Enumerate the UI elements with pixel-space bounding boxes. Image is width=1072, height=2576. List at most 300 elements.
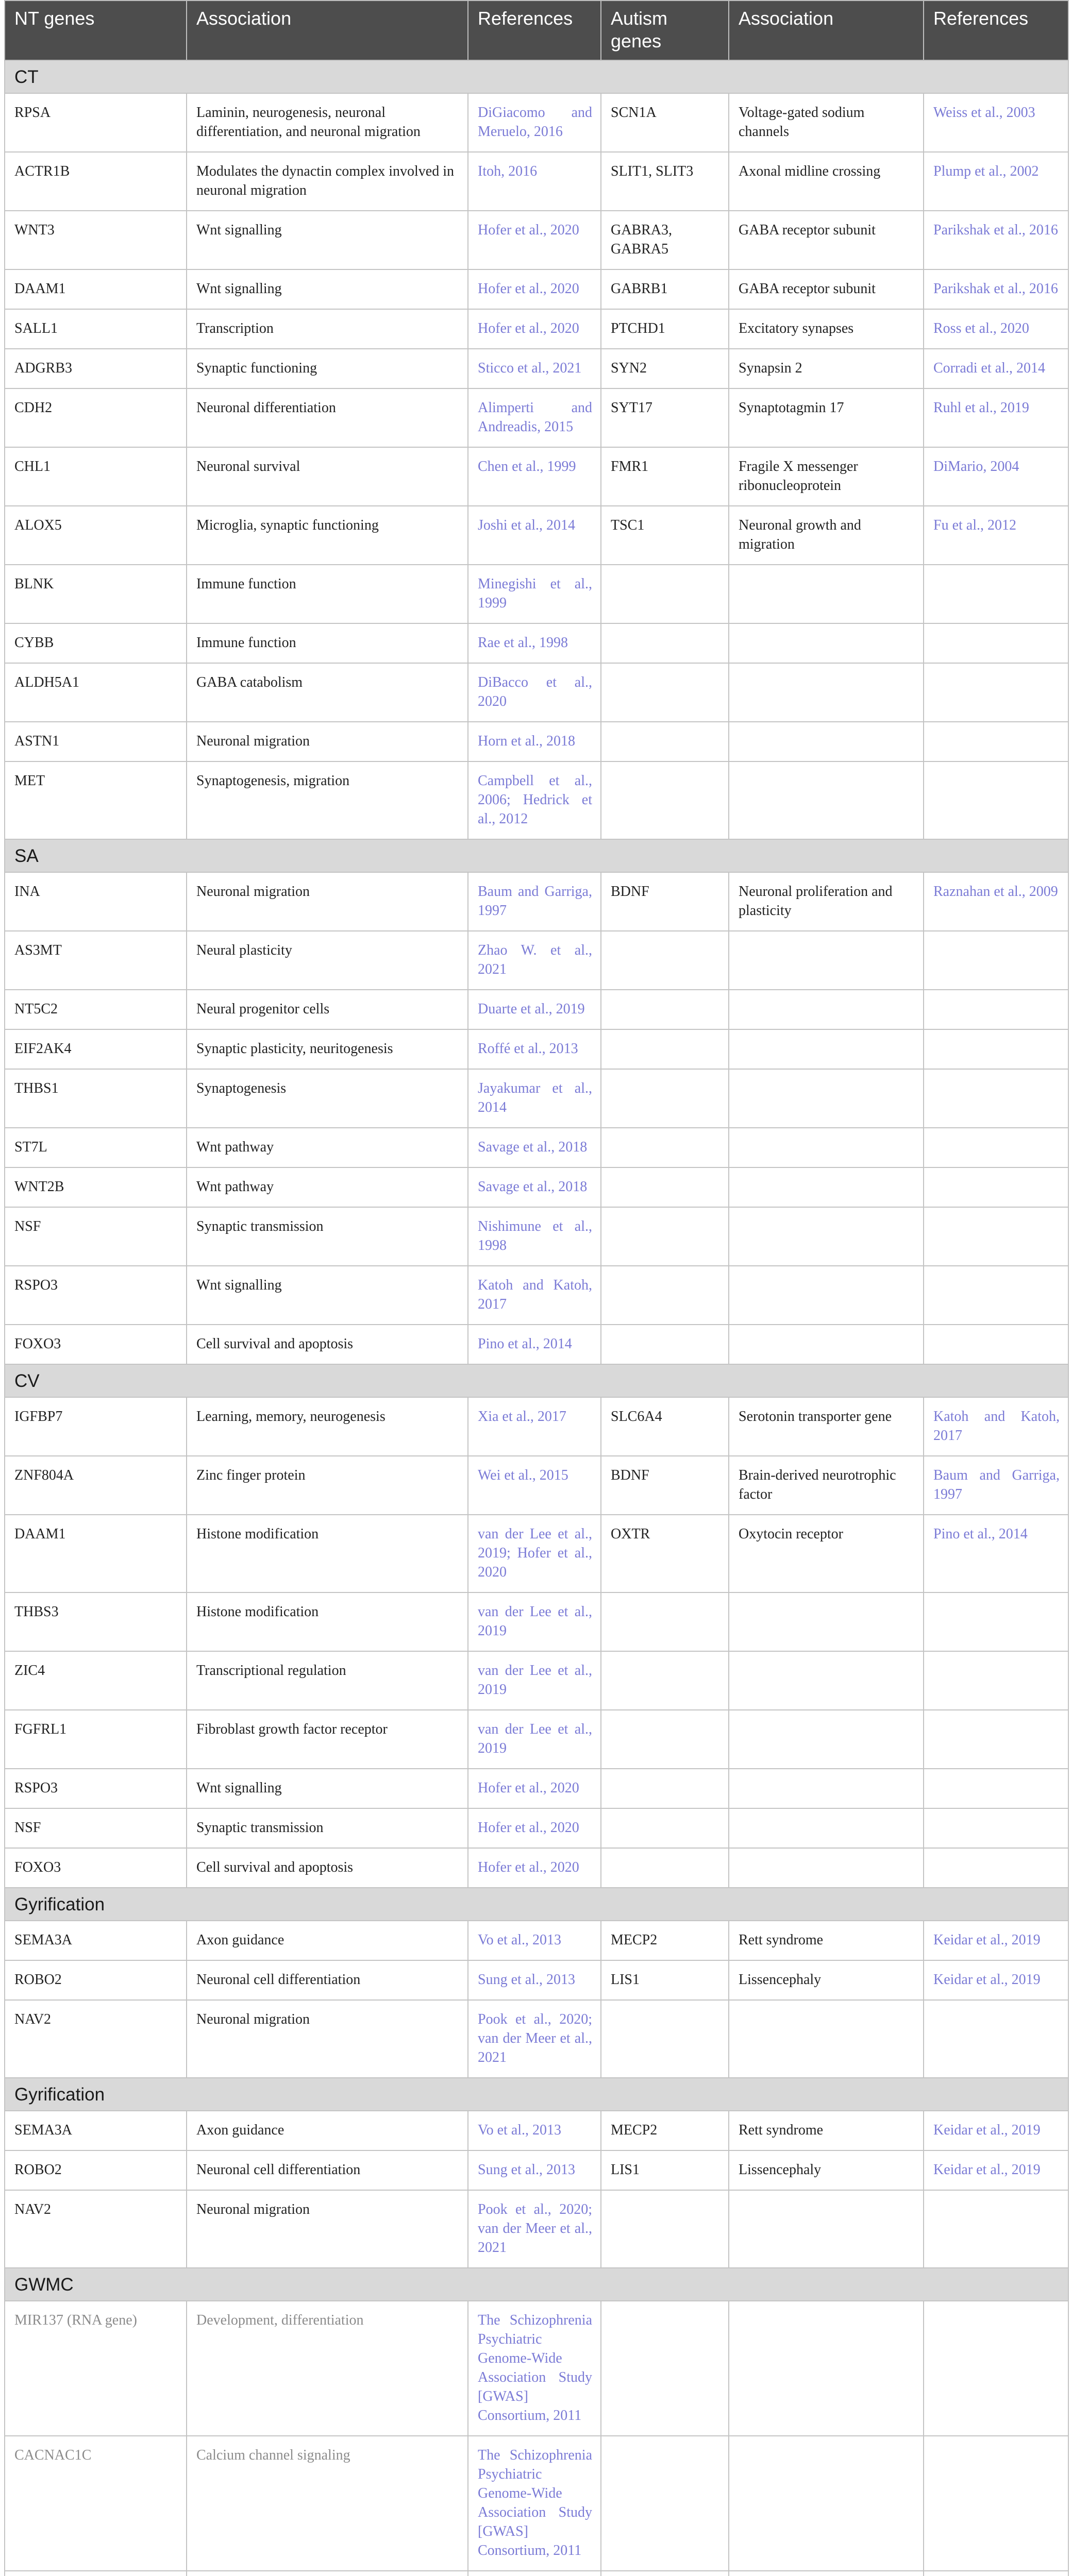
autism-gene-cell — [601, 1167, 729, 1207]
autism-gene-cell — [601, 1029, 729, 1069]
autism-association-cell — [729, 565, 924, 623]
autism-reference-cell — [924, 663, 1068, 722]
autism-association-cell — [729, 1769, 924, 1808]
autism-reference-cell — [924, 1592, 1068, 1651]
nt-association-cell: Synaptogenesis, migration — [187, 761, 468, 839]
nt-association-cell: Neuronal cell differentiation — [187, 1960, 468, 2000]
nt-reference-cell[interactable]: Sticco et al., 2021 — [468, 349, 601, 388]
autism-gene-cell: SCN1A — [601, 93, 729, 152]
section-row-gyrification — [5, 1888, 1068, 1921]
table-row — [5, 1029, 1068, 1069]
nt-gene-cell: ROBO2 — [5, 2150, 187, 2190]
nt-association-cell: Neuronal migration — [187, 722, 468, 761]
autism-reference-cell[interactable]: Parikshak et al., 2016 — [924, 211, 1068, 269]
nt-association-cell: Cell survival and apoptosis — [187, 1848, 468, 1888]
autism-reference-cell[interactable]: Keidar et al., 2019 — [924, 2111, 1068, 2150]
table-row — [5, 2301, 1068, 2436]
autism-association-cell: Oxytocin receptor — [729, 1515, 924, 1592]
header-association: Association — [187, 1, 468, 60]
autism-gene-cell: GABRB1 — [601, 269, 729, 309]
table-row — [5, 1266, 1068, 1325]
autism-association-cell — [729, 2436, 924, 2571]
nt-gene-cell: RSPO3 — [5, 1769, 187, 1808]
autism-reference-cell — [924, 1167, 1068, 1207]
nt-gene-cell: THBS3 — [5, 1592, 187, 1651]
autism-gene-cell — [601, 2571, 729, 2576]
table-row — [5, 506, 1068, 565]
autism-reference-cell — [924, 1069, 1068, 1128]
autism-reference-cell[interactable]: Ross et al., 2020 — [924, 309, 1068, 349]
table-row — [5, 1960, 1068, 2000]
nt-reference-cell[interactable]: Xia et al., 2017 — [468, 1397, 601, 1456]
nt-gene-cell: RPSA — [5, 93, 187, 152]
section-label: SA — [5, 839, 1068, 872]
autism-gene-cell: SLIT1, SLIT3 — [601, 152, 729, 211]
header-nt-genes: NT genes — [5, 1, 187, 60]
autism-gene-cell — [601, 565, 729, 623]
autism-gene-cell — [601, 761, 729, 839]
table-row — [5, 388, 1068, 447]
nt-reference-cell[interactable]: Rae et al., 1998 — [468, 623, 601, 663]
nt-reference-cell[interactable]: Minegishi et al., 1999 — [468, 565, 601, 623]
table-row — [5, 931, 1068, 990]
header-row — [5, 1, 1068, 60]
autism-gene-cell: BDNF — [601, 872, 729, 931]
header-autism-association: Association — [729, 1, 924, 60]
nt-reference-cell[interactable]: van der Lee et al., 2019; Hofer et al., 2020 — [468, 1515, 601, 1592]
table-row — [5, 2190, 1068, 2268]
autism-reference-cell[interactable]: Ruhl et al., 2019 — [924, 388, 1068, 447]
nt-reference-cell[interactable]: Itoh, 2016 — [468, 152, 601, 211]
table-row — [5, 663, 1068, 722]
nt-gene-cell: SEMA3A — [5, 1921, 187, 1960]
nt-reference-cell[interactable]: Hofer et al., 2020 — [468, 211, 601, 269]
table-row — [5, 990, 1068, 1029]
table-row — [5, 1921, 1068, 1960]
autism-gene-cell — [601, 1069, 729, 1128]
autism-gene-cell: OXTR — [601, 1515, 729, 1592]
autism-reference-cell — [924, 1325, 1068, 1364]
section-row-ct — [5, 60, 1068, 93]
autism-reference-cell — [924, 1710, 1068, 1769]
autism-gene-cell — [601, 931, 729, 990]
nt-gene-cell: INA — [5, 872, 187, 931]
nt-reference-cell[interactable]: Duarte et al., 2019 — [468, 990, 601, 1029]
autism-gene-cell: LIS1 — [601, 1960, 729, 2000]
autism-gene-cell — [601, 2436, 729, 2571]
table-row — [5, 623, 1068, 663]
autism-gene-cell — [601, 1207, 729, 1266]
nt-reference-cell[interactable]: Chen et al., 1999 — [468, 447, 601, 506]
table-row — [5, 1128, 1068, 1167]
autism-gene-cell: BDNF — [601, 1456, 729, 1515]
nt-association-cell: Neuronal migration — [187, 872, 468, 931]
section-label: Gyrification — [5, 2078, 1068, 2111]
autism-reference-cell — [924, 1207, 1068, 1266]
nt-gene-cell: NAV2 — [5, 2000, 187, 2078]
autism-gene-cell — [601, 1651, 729, 1710]
nt-gene-cell: RSPO3 — [5, 1266, 187, 1325]
table-row — [5, 1515, 1068, 1592]
autism-reference-cell — [924, 990, 1068, 1029]
autism-association-cell — [729, 1069, 924, 1128]
autism-association-cell — [729, 2571, 924, 2576]
nt-gene-cell: FOXO3 — [5, 1848, 187, 1888]
autism-reference-cell — [924, 1848, 1068, 1888]
nt-association-cell: Zinc finger protein — [187, 1456, 468, 1515]
autism-gene-cell — [601, 1769, 729, 1808]
nt-reference-cell[interactable]: The Schizophrenia Psychiatric Genome-Wide Association Study [GWAS] Consortium, 2011 — [468, 2301, 601, 2436]
autism-reference-cell[interactable]: Katoh and Katoh, 2017 — [924, 1397, 1068, 1456]
nt-reference-cell[interactable]: Vo et al., 2013 — [468, 1921, 601, 1960]
nt-gene-cell — [5, 2571, 187, 2576]
autism-reference-cell — [924, 2000, 1068, 2078]
autism-reference-cell — [924, 1808, 1068, 1848]
nt-gene-cell: ADGRB3 — [5, 349, 187, 388]
table-row — [5, 1848, 1068, 1888]
nt-gene-cell: DAAM1 — [5, 1515, 187, 1592]
nt-gene-cell: WNT2B — [5, 1167, 187, 1207]
nt-reference-cell[interactable]: Nishimune et al., 1998 — [468, 1207, 601, 1266]
nt-association-cell: Wnt pathway — [187, 1128, 468, 1167]
nt-association-cell: GABA catabolism — [187, 663, 468, 722]
nt-reference-cell[interactable]: Roffé et al., 2013 — [468, 1029, 601, 1069]
nt-reference-cell[interactable]: Campbell et al., 2006; Hedrick et al., 2012 — [468, 761, 601, 839]
autism-reference-cell — [924, 1128, 1068, 1167]
nt-gene-cell: ALOX5 — [5, 506, 187, 565]
nt-association-cell: Histone modification — [187, 1592, 468, 1651]
autism-association-cell — [729, 1266, 924, 1325]
autism-gene-cell: SYT17 — [601, 388, 729, 447]
nt-gene-cell: THBS1 — [5, 1069, 187, 1128]
nt-reference-cell[interactable]: van der Lee et al., 2019 — [468, 1651, 601, 1710]
nt-gene-cell: DAAM1 — [5, 269, 187, 309]
autism-association-cell: Excitatory synapses — [729, 309, 924, 349]
section-row-cv — [5, 1364, 1068, 1397]
nt-reference-cell[interactable]: DiBacco et al., 2020 — [468, 663, 601, 722]
nt-association-cell: Calcium channel signaling — [187, 2436, 468, 2571]
nt-association-cell: Transcriptional regulation — [187, 1651, 468, 1710]
nt-reference-cell[interactable]: Hofer et al., 2020 — [468, 1769, 601, 1808]
nt-association-cell: Synaptic transmission — [187, 1207, 468, 1266]
table-row — [5, 565, 1068, 623]
table-row — [5, 1325, 1068, 1364]
autism-gene-cell — [601, 990, 729, 1029]
autism-association-cell — [729, 2190, 924, 2268]
nt-gene-cell: NT5C2 — [5, 990, 187, 1029]
autism-reference-cell — [924, 2571, 1068, 2576]
nt-gene-cell: WNT3 — [5, 211, 187, 269]
autism-gene-cell — [601, 2000, 729, 2078]
nt-reference-cell[interactable]: Pino et al., 2014 — [468, 1325, 601, 1364]
autism-association-cell — [729, 1325, 924, 1364]
autism-gene-cell — [601, 1808, 729, 1848]
autism-association-cell — [729, 1651, 924, 1710]
table-row — [5, 2436, 1068, 2571]
nt-reference-cell[interactable]: Hofer et al., 2020 — [468, 1848, 601, 1888]
header-autism-references: References — [924, 1, 1068, 60]
autism-gene-cell: MECP2 — [601, 2111, 729, 2150]
autism-association-cell — [729, 722, 924, 761]
autism-association-cell — [729, 1808, 924, 1848]
autism-association-cell: Fragile X messenger ribonucleoprotein — [729, 447, 924, 506]
autism-association-cell — [729, 2301, 924, 2436]
autism-gene-cell: GABRA3, GABRA5 — [601, 211, 729, 269]
section-row-gyrification — [5, 2078, 1068, 2111]
nt-reference-cell[interactable]: Zhao W. et al., 2021 — [468, 931, 601, 990]
autism-reference-cell[interactable]: Keidar et al., 2019 — [924, 1960, 1068, 2000]
gene-table-page — [4, 0, 1068, 2576]
autism-gene-cell — [601, 1592, 729, 1651]
autism-association-cell: Synapsin 2 — [729, 349, 924, 388]
nt-reference-cell[interactable]: Baum and Garriga, 1997 — [468, 872, 601, 931]
nt-reference-cell[interactable]: van der Lee et al., 2019 — [468, 1592, 601, 1651]
nt-gene-cell: ZIC4 — [5, 1651, 187, 1710]
nt-reference-cell[interactable]: Pook et al., 2020; van der Meer et al., 2021 — [468, 2000, 601, 2078]
autism-association-cell: Voltage-gated sodium channels — [729, 93, 924, 152]
autism-gene-cell: PTCHD1 — [601, 309, 729, 349]
autism-gene-cell — [601, 1848, 729, 1888]
autism-gene-cell: FMR1 — [601, 447, 729, 506]
autism-reference-cell[interactable]: Parikshak et al., 2016 — [924, 269, 1068, 309]
gene-association-table — [4, 0, 1069, 2576]
nt-reference-cell[interactable]: van der Lee et al., 2019 — [468, 1710, 601, 1769]
nt-gene-cell: BLNK — [5, 565, 187, 623]
nt-reference-cell[interactable]: Sung et al., 2013 — [468, 1960, 601, 2000]
nt-reference-cell[interactable]: Vo et al., 2013 — [468, 2111, 601, 2150]
nt-association-cell: Cell survival and apoptosis — [187, 1325, 468, 1364]
autism-association-cell — [729, 663, 924, 722]
autism-association-cell — [729, 931, 924, 990]
table-row — [5, 1808, 1068, 1848]
table-row — [5, 447, 1068, 506]
nt-association-cell: Synaptic functioning — [187, 349, 468, 388]
nt-gene-cell: CACNAC1C — [5, 2436, 187, 2571]
autism-gene-cell: LIS1 — [601, 2150, 729, 2190]
autism-gene-cell: MECP2 — [601, 1921, 729, 1960]
nt-reference-cell[interactable]: Hofer et al., 2020 — [468, 269, 601, 309]
nt-association-cell: Modulates the dynactin complex involved in neuronal migration — [187, 152, 468, 211]
autism-reference-cell[interactable]: Fu et al., 2012 — [924, 506, 1068, 565]
table-row — [5, 2111, 1068, 2150]
autism-reference-cell — [924, 761, 1068, 839]
nt-reference-cell[interactable]: Wei et al., 2015 — [468, 1456, 601, 1515]
nt-reference-cell[interactable]: DiGiacomo and Meruelo, 2016 — [468, 93, 601, 152]
nt-gene-cell: FGFRL1 — [5, 1710, 187, 1769]
nt-association-cell: Axon guidance — [187, 2111, 468, 2150]
table-row — [5, 349, 1068, 388]
table-row — [5, 1397, 1068, 1456]
autism-reference-cell — [924, 2436, 1068, 2571]
nt-gene-cell: ST7L — [5, 1128, 187, 1167]
nt-reference-cell[interactable]: Katoh and Katoh, 2017 — [468, 1266, 601, 1325]
nt-association-cell: Neuronal cell differentiation — [187, 2150, 468, 2190]
nt-gene-cell: MET — [5, 761, 187, 839]
table-row — [5, 1769, 1068, 1808]
nt-reference-cell[interactable] — [468, 2571, 601, 2576]
autism-association-cell: Axonal midline crossing — [729, 152, 924, 211]
nt-reference-cell[interactable]: Jayakumar et al., 2014 — [468, 1069, 601, 1128]
autism-reference-cell[interactable]: Baum and Garriga, 1997 — [924, 1456, 1068, 1515]
nt-gene-cell: CYBB — [5, 623, 187, 663]
table-body — [5, 60, 1068, 2576]
nt-reference-cell[interactable]: Pook et al., 2020; van der Meer et al., 2021 — [468, 2190, 601, 2268]
nt-association-cell: Neuronal differentiation — [187, 388, 468, 447]
nt-association-cell: Wnt signalling — [187, 1769, 468, 1808]
nt-gene-cell: IGFBP7 — [5, 1397, 187, 1456]
nt-reference-cell[interactable]: Joshi et al., 2014 — [468, 506, 601, 565]
autism-reference-cell — [924, 1266, 1068, 1325]
autism-reference-cell — [924, 565, 1068, 623]
table-row — [5, 1592, 1068, 1651]
autism-gene-cell — [601, 663, 729, 722]
nt-association-cell: Wnt signalling — [187, 1266, 468, 1325]
autism-reference-cell[interactable]: Weiss et al., 2003 — [924, 93, 1068, 152]
nt-association-cell: Neuronal survival — [187, 447, 468, 506]
table-row — [5, 1651, 1068, 1710]
autism-gene-cell — [601, 1128, 729, 1167]
nt-association-cell: Wnt signalling — [187, 211, 468, 269]
nt-reference-cell[interactable]: Hofer et al., 2020 — [468, 1808, 601, 1848]
autism-association-cell: Rett syndrome — [729, 2111, 924, 2150]
header-references: References — [468, 1, 601, 60]
autism-association-cell: Neuronal growth and migration — [729, 506, 924, 565]
nt-gene-cell: CHL1 — [5, 447, 187, 506]
section-label: CV — [5, 1364, 1068, 1397]
nt-gene-cell: CDH2 — [5, 388, 187, 447]
nt-gene-cell: ASTN1 — [5, 722, 187, 761]
autism-reference-cell[interactable]: Raznahan et al., 2009 — [924, 872, 1068, 931]
autism-reference-cell — [924, 623, 1068, 663]
nt-reference-cell[interactable]: Sung et al., 2013 — [468, 2150, 601, 2190]
nt-gene-cell: NAV2 — [5, 2190, 187, 2268]
nt-association-cell — [187, 2571, 468, 2576]
autism-reference-cell[interactable]: Keidar et al., 2019 — [924, 1921, 1068, 1960]
nt-gene-cell: ACTR1B — [5, 152, 187, 211]
autism-association-cell: Serotonin transporter gene — [729, 1397, 924, 1456]
table-row — [5, 1069, 1068, 1128]
autism-reference-cell — [924, 2301, 1068, 2436]
autism-reference-cell[interactable]: Plump et al., 2002 — [924, 152, 1068, 211]
section-row-gwmc — [5, 2268, 1068, 2301]
table-row — [5, 1710, 1068, 1769]
autism-reference-cell — [924, 1651, 1068, 1710]
table-row — [5, 872, 1068, 931]
autism-association-cell — [729, 990, 924, 1029]
table-row — [5, 1207, 1068, 1266]
autism-association-cell — [729, 623, 924, 663]
table-row — [5, 2571, 1068, 2576]
nt-gene-cell: ROBO2 — [5, 1960, 187, 2000]
autism-association-cell: GABA receptor subunit — [729, 211, 924, 269]
nt-association-cell: Synaptogenesis — [187, 1069, 468, 1128]
autism-association-cell — [729, 1848, 924, 1888]
nt-association-cell: Axon guidance — [187, 1921, 468, 1960]
section-label: Gyrification — [5, 1888, 1068, 1921]
table-row — [5, 152, 1068, 211]
nt-association-cell: Fibroblast growth factor receptor — [187, 1710, 468, 1769]
autism-reference-cell — [924, 1029, 1068, 1069]
nt-association-cell: Development, differentiation — [187, 2301, 468, 2436]
nt-association-cell: Neural progenitor cells — [187, 990, 468, 1029]
nt-gene-cell: SEMA3A — [5, 2111, 187, 2150]
autism-gene-cell: TSC1 — [601, 506, 729, 565]
table-row — [5, 1167, 1068, 1207]
autism-gene-cell — [601, 722, 729, 761]
table-row — [5, 309, 1068, 349]
autism-association-cell: GABA receptor subunit — [729, 269, 924, 309]
autism-reference-cell — [924, 1769, 1068, 1808]
autism-gene-cell — [601, 2301, 729, 2436]
nt-gene-cell: ZNF804A — [5, 1456, 187, 1515]
autism-reference-cell — [924, 2190, 1068, 2268]
nt-association-cell: Microglia, synaptic functioning — [187, 506, 468, 565]
nt-gene-cell: ALDH5A1 — [5, 663, 187, 722]
autism-reference-cell[interactable]: Pino et al., 2014 — [924, 1515, 1068, 1592]
autism-reference-cell[interactable]: Corradi et al., 2014 — [924, 349, 1068, 388]
table-row — [5, 211, 1068, 269]
nt-association-cell: Neural plasticity — [187, 931, 468, 990]
autism-gene-cell: SYN2 — [601, 349, 729, 388]
nt-gene-cell: NSF — [5, 1808, 187, 1848]
autism-reference-cell — [924, 722, 1068, 761]
autism-gene-cell — [601, 1710, 729, 1769]
autism-reference-cell[interactable]: DiMario, 2004 — [924, 447, 1068, 506]
nt-gene-cell: NSF — [5, 1207, 187, 1266]
table-row — [5, 761, 1068, 839]
autism-association-cell — [729, 1167, 924, 1207]
autism-association-cell: Lissencephaly — [729, 2150, 924, 2190]
section-label: CT — [5, 60, 1068, 93]
nt-association-cell: Synaptic transmission — [187, 1808, 468, 1848]
autism-reference-cell — [924, 931, 1068, 990]
autism-gene-cell — [601, 2190, 729, 2268]
table-row — [5, 2150, 1068, 2190]
autism-reference-cell[interactable]: Keidar et al., 2019 — [924, 2150, 1068, 2190]
autism-association-cell: Synaptotagmin 17 — [729, 388, 924, 447]
nt-association-cell: Wnt pathway — [187, 1167, 468, 1207]
autism-association-cell — [729, 761, 924, 839]
nt-association-cell: Synaptic plasticity, neuritogenesis — [187, 1029, 468, 1069]
autism-association-cell — [729, 1592, 924, 1651]
autism-association-cell — [729, 1029, 924, 1069]
nt-reference-cell[interactable]: Savage et al., 2018 — [468, 1167, 601, 1207]
autism-association-cell: Brain-derived neurotrophic factor — [729, 1456, 924, 1515]
nt-reference-cell[interactable]: The Schizophrenia Psychiatric Genome-Wide Association Study [GWAS] Consortium, 2011 — [468, 2436, 601, 2571]
nt-reference-cell[interactable]: Hofer et al., 2020 — [468, 309, 601, 349]
nt-gene-cell: SALL1 — [5, 309, 187, 349]
autism-association-cell: Neuronal proliferation and plasticity — [729, 872, 924, 931]
section-row-sa — [5, 839, 1068, 872]
nt-reference-cell[interactable]: Horn et al., 2018 — [468, 722, 601, 761]
autism-association-cell — [729, 1207, 924, 1266]
nt-reference-cell[interactable]: Alimperti and Andreadis, 2015 — [468, 388, 601, 447]
nt-association-cell: Immune function — [187, 623, 468, 663]
nt-gene-cell: AS3MT — [5, 931, 187, 990]
nt-association-cell: Laminin, neurogenesis, neuronal differentiation, and neuronal migration — [187, 93, 468, 152]
table-row — [5, 1456, 1068, 1515]
nt-reference-cell[interactable]: Savage et al., 2018 — [468, 1128, 601, 1167]
nt-association-cell: Neuronal migration — [187, 2000, 468, 2078]
table-row — [5, 722, 1068, 761]
table-row — [5, 2000, 1068, 2078]
nt-gene-cell: FOXO3 — [5, 1325, 187, 1364]
autism-association-cell: Lissencephaly — [729, 1960, 924, 2000]
nt-association-cell: Histone modification — [187, 1515, 468, 1592]
autism-gene-cell — [601, 1266, 729, 1325]
autism-gene-cell — [601, 623, 729, 663]
nt-gene-cell: MIR137 (RNA gene) — [5, 2301, 187, 2436]
